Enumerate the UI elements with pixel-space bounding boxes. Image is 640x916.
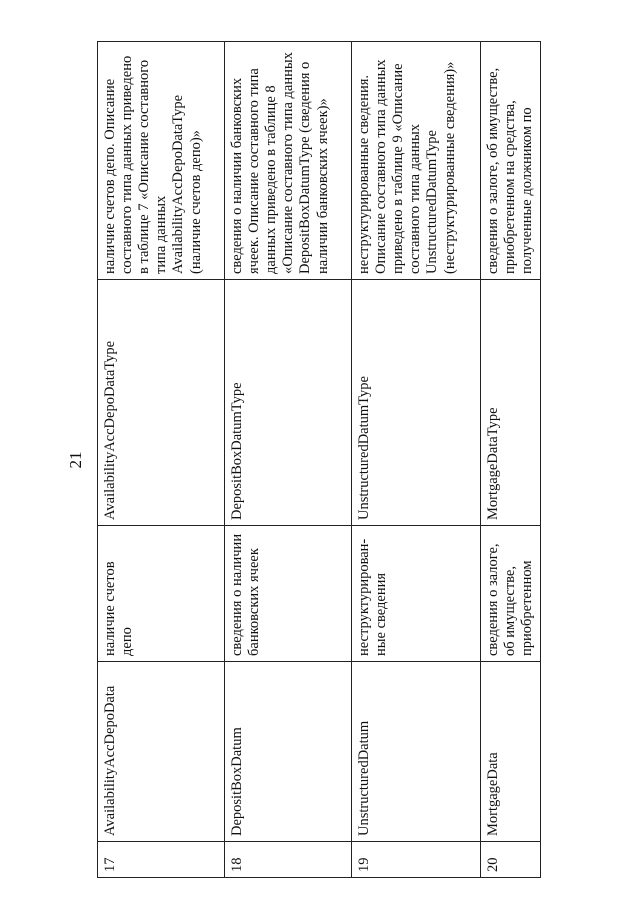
element-type: MortgageDataType <box>481 280 541 526</box>
rotated-table-container <box>97 42 537 878</box>
specification-table <box>97 41 541 878</box>
table-frame <box>97 42 537 878</box>
element-note: неструктурированные сведения. Описание составного типа данных приведено в таблице 9 «Описание составного типа данных UnstructuredDatumType (неструктурированные сведения)» <box>352 42 481 280</box>
element-description: наличие счетов депо <box>98 526 225 662</box>
page-number: 21 <box>66 451 85 469</box>
element-name: DepositBoxDatum <box>225 662 352 842</box>
element-name: AvailabilityAccDepoData <box>98 662 225 842</box>
table-row <box>481 42 541 878</box>
element-name: UnstructuredDatum <box>352 662 481 842</box>
element-note: наличие счетов депо. Описание составного типа данных приведено в таблице 7 «Описание составного типа данных AvailabilityAccDepoDataType (наличие счетов депо)» <box>98 42 225 280</box>
table-row <box>352 42 481 878</box>
element-type: UnstructuredDatumType <box>352 280 481 526</box>
row-number: 18 <box>225 842 352 878</box>
element-note: сведения о наличии банковских ячеек. Описание составного типа данных приведено в таблице 8 «Описание составного типа данных DepositBoxDatumType (сведения о наличии банковских ячеек)» <box>225 42 352 280</box>
element-type: DepositBoxDatumType <box>225 280 352 526</box>
element-description: сведения о наличии банковских ячеек <box>225 526 352 662</box>
row-number: 17 <box>98 842 225 878</box>
element-description: сведения о залоге, об имуществе, приобретенном <box>481 526 541 662</box>
row-number: 19 <box>352 842 481 878</box>
element-name: MortgageData <box>481 662 541 842</box>
table-row <box>225 42 352 878</box>
row-number: 20 <box>481 842 541 878</box>
element-type: AvailabilityAccDepoDataType <box>98 280 225 526</box>
element-description: неструктурирован-ные сведения <box>352 526 481 662</box>
element-note: сведения о залоге, об имуществе, приобретенном на средства, полученные должником по <box>481 42 541 280</box>
table-row <box>98 42 225 878</box>
